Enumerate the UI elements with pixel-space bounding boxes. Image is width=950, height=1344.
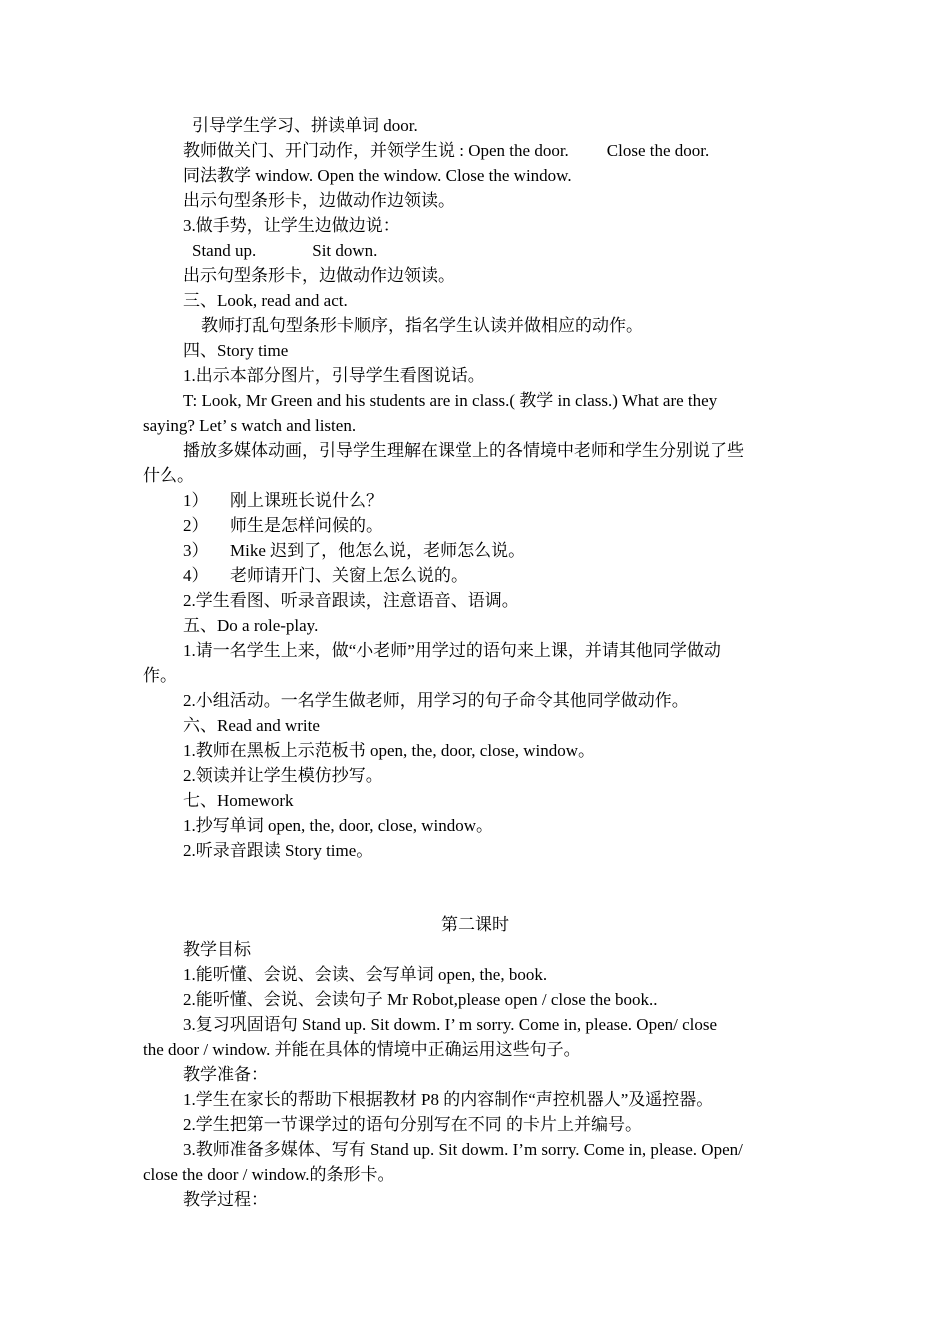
text-line [192,239,817,263]
text-line: 3.教师准备多媒体、写有 Stand up. Sit dowm. I’m sorry. Come in, please. Open/ [183,1140,743,1159]
list-text: 刚上课班长说什么？ [230,491,383,510]
text-line: 什么。 [143,466,194,485]
text-line: 引导学生学习、拼读单词 door. [192,116,418,135]
list-number: 2） [183,516,209,535]
section-heading: 三、Look, read and act. [183,291,348,310]
text-line: 播放多媒体动画，引导学生理解在课堂上的各情境中老师和学生分别说了些 [183,441,744,460]
text-line: the door / window. 并能在具体的情境中正确运用这些句子。 [143,1040,581,1059]
text-line: T: Look, Mr Green and his students are in class.( 教学 in class.) What are they [183,391,718,410]
text-line: 1.抄写单词 open, the, door, close, window。 [183,816,494,835]
text-line: 1.请一名学生上来，做“小老师”用学过的语句来上课，并请其他同学做动 [183,641,721,660]
section-heading: 六、Read and write [183,716,320,735]
text-line: 教师打乱句型条形卡顺序，指名学生认读并做相应的动作。 [201,316,643,335]
text-line: 同法教学 window. Open the window. Close the window. [183,166,572,185]
text-segment: Close the door. [606,141,710,160]
text-line: 2.学生看图、听录音跟读，注意语音、语调。 [183,591,519,610]
list-text: 老师请开门、关窗上怎么说的。 [230,566,468,585]
text-line: 1.教师在黑板上示范板书 open, the, door, close, window。 [183,741,596,760]
list-number: 3） [183,541,209,560]
text-segment: Sit down. [312,241,378,260]
section-heading: 五、Do a role-play. [183,616,319,635]
section-heading: 四、Story time [183,341,289,360]
text-segment: 教师做关门、开门动作，并领学生说 : Open the door. [183,141,569,160]
list-number: 4） [183,566,209,585]
text-line [183,139,808,163]
section-heading: 教学准备： [183,1065,268,1084]
text-line: 2.小组活动。一名学生做老师，用学习的句子命令其他同学做动作。 [183,691,689,710]
section-heading: 教学过程： [183,1190,268,1209]
text-line: 2.学生把第一节课学过的语句分别写在不同 的卡片上并编号。 [183,1115,642,1134]
text-line: 2.听录音跟读 Story time。 [183,841,374,860]
text-line: 2.领读并让学生模仿抄写。 [183,766,383,785]
list-text: 师生是怎样问候的。 [230,516,383,535]
section-heading: 七、Homework [183,791,294,810]
text-line: 3.做手势，让学生边做边说： [183,216,400,235]
lesson-title: 第二课时 [441,915,509,934]
text-line: 出示句型条形卡，边做动作边领读。 [183,266,455,285]
list-text: Mike 迟到了，他怎么说，老师怎么说。 [230,541,526,560]
list-number: 1） [183,491,209,510]
list-item [183,564,808,588]
text-segment: Stand up. [192,241,257,260]
text-line: 1.学生在家长的帮助下根据教材 P8 的内容制作“声控机器人”及遥控器。 [183,1090,714,1109]
text-line: 1.出示本部分图片，引导学生看图说话。 [183,366,485,385]
list-item [183,539,808,563]
list-item [183,489,808,513]
text-line: 作。 [143,666,177,685]
text-line: close the door / window.的条形卡。 [143,1165,395,1184]
text-line: 1.能听懂、会说、会读、会写单词 open, the, book. [183,965,548,984]
text-line: 出示句型条形卡，边做动作边领读。 [183,191,455,210]
list-item [183,514,808,538]
text-line: 3.复习巩固语句 Stand up. Sit dowm. I’ m sorry. Come in, please. Open/ close [183,1015,718,1034]
section-heading: 教学目标 [183,940,251,959]
text-line: saying? Let’ s watch and listen. [143,416,357,435]
text-line: 2.能听懂、会说、会读句子 Mr Robot,please open / close the book.. [183,990,658,1009]
